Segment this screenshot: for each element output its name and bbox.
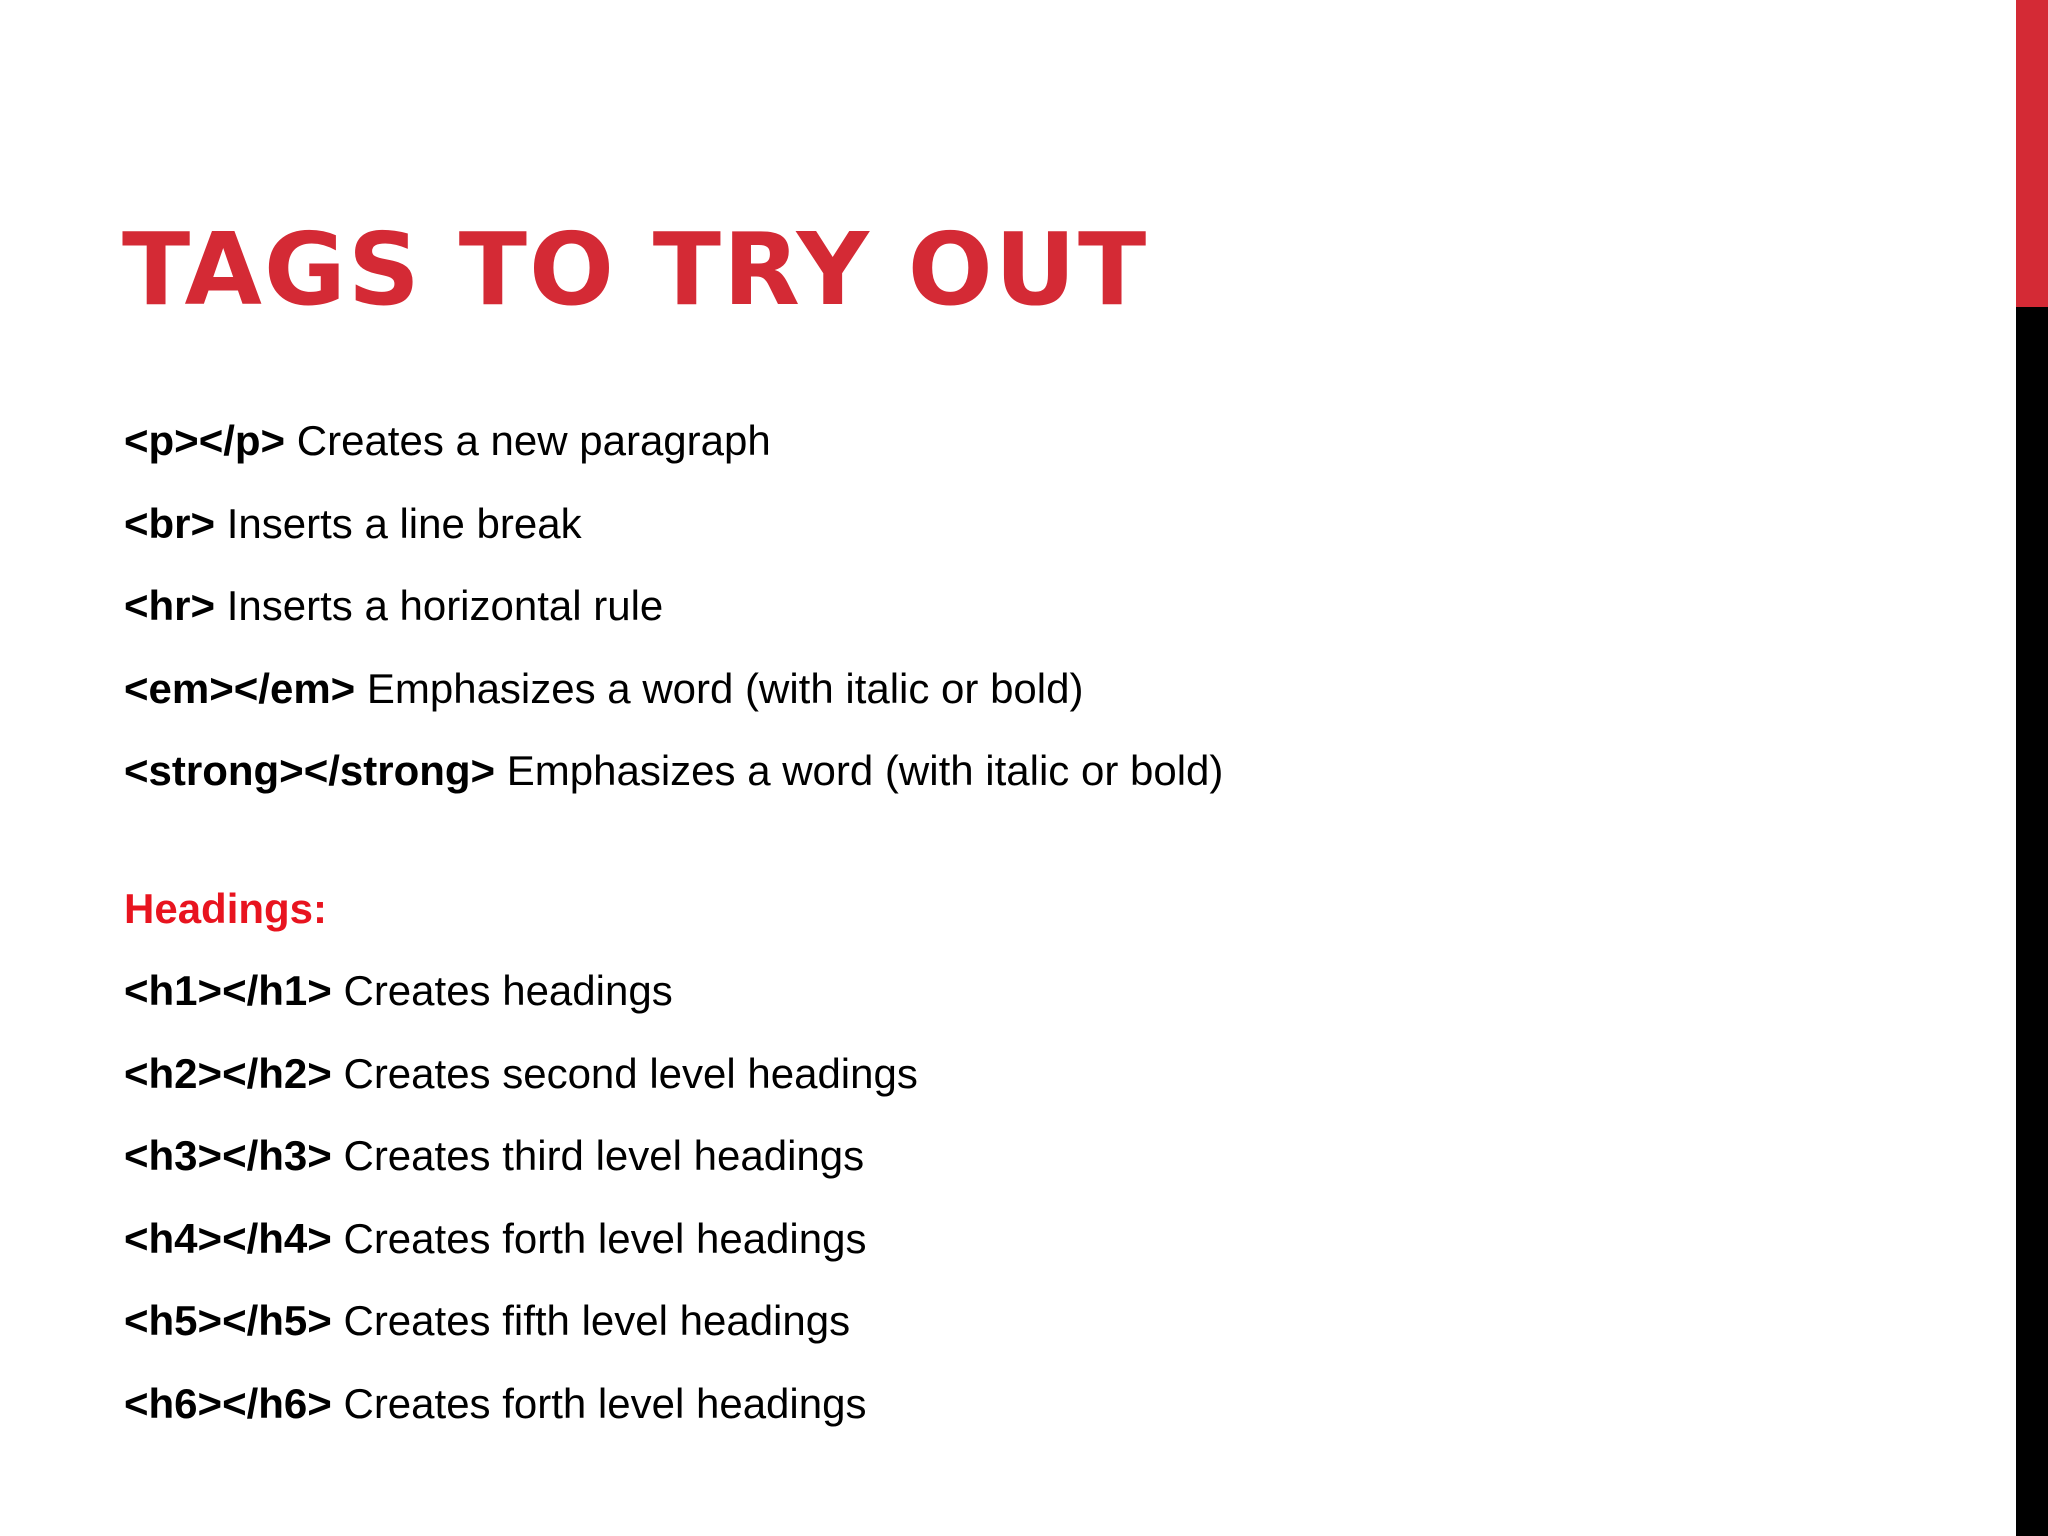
tag-name: <em></em> [124,664,356,712]
list-item [124,400,1984,483]
list-item [124,730,1984,813]
list-item [124,1198,1984,1281]
list-item [124,950,1984,1033]
tag-description: Creates forth level headings [343,1214,867,1262]
list-item [124,648,1984,731]
tag-name: <h5></h5> [124,1297,332,1344]
tag-description: Emphasizes a word (with italic or bold) [366,664,1084,712]
tag-name: <h2></h2> [124,1049,332,1097]
headings-section-label: Headings: [124,884,328,932]
tag-description: Creates second level headings [343,1049,918,1097]
list-item [124,565,1984,648]
list-item [124,483,1984,566]
list-item [124,1280,1984,1363]
tag-description: Creates forth level headings [343,1379,867,1427]
list-item [124,1363,1984,1446]
tag-name: <h6></h6> [124,1379,332,1427]
section-spacer [124,813,1984,868]
tag-name: <br> [124,499,216,547]
tag-name: <p></p> [124,417,286,464]
list-item [124,1115,1984,1198]
tag-name: <h1></h1> [124,967,332,1014]
tag-description: Inserts a line break [226,499,582,547]
tag-name: <hr> [124,582,216,629]
slide-content [124,400,1984,1445]
slide-title: TAGS TO TRY OUT [122,211,1149,328]
tag-description: Creates fifth level headings [343,1297,851,1344]
tag-description: Creates a new paragraph [296,417,771,464]
tag-description: Emphasizes a word (with italic or bold) [506,747,1224,794]
tag-name: <strong></strong> [124,747,496,794]
tag-description: Creates headings [343,967,673,1014]
tag-name: <h4></h4> [124,1214,332,1262]
tag-description: Creates third level headings [343,1132,865,1179]
accent-bar-red [2016,0,2048,307]
tag-description: Inserts a horizontal rule [226,582,664,629]
tag-name: <h3></h3> [124,1132,332,1179]
accent-bar-black [2016,307,2048,1536]
list-item [124,1033,1984,1116]
